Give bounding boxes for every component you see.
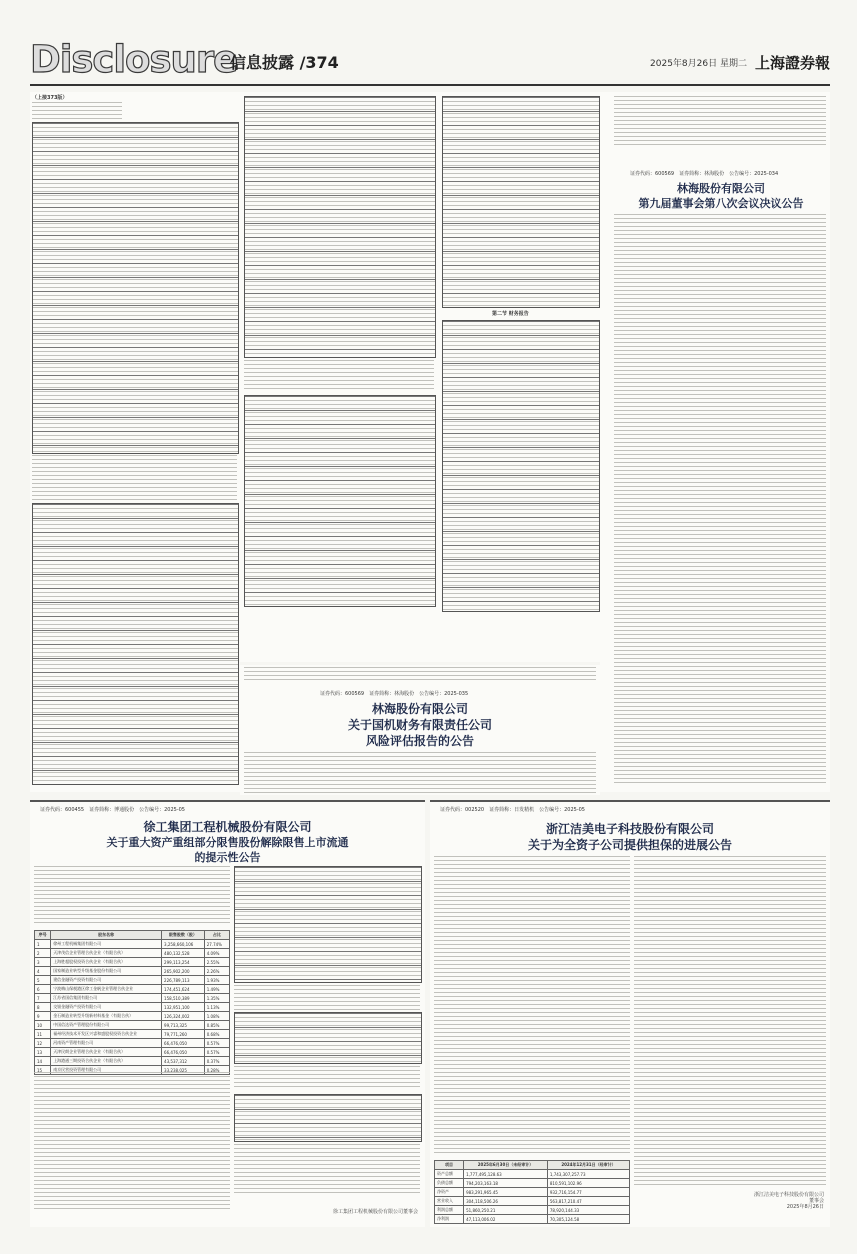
table-cell: 794,203,163.18 [464, 1179, 548, 1188]
table-cell: 3 [35, 958, 51, 967]
far-right-text-b [614, 214, 826, 784]
mid-table-1 [244, 96, 436, 358]
bl-title-line-2: 的提示性公告 [194, 851, 261, 864]
table-cell: 0.57% [204, 1039, 229, 1048]
table-header-cell: 占比 [204, 931, 229, 940]
table-cell: 3,258,660,106 [162, 940, 205, 949]
table-row [35, 958, 230, 967]
table-cell: 33,238,025 [162, 1066, 205, 1075]
table-header-cell: 股东名称 [51, 931, 162, 940]
table-cell: 建信金融资产投资有限公司 [51, 976, 162, 985]
table-cell: 徐州工程机械集团有限公司 [51, 940, 162, 949]
header-right [650, 52, 830, 73]
table-cell: 净资产 [435, 1188, 464, 1197]
table-cell: 净利润 [435, 1215, 464, 1224]
center-title-line-1: 关于国机财务有限责任公司 [347, 718, 492, 732]
table-cell: 天津茂信企业管理合伙企业（有限合伙） [51, 949, 162, 958]
table-cell: 70,305,124.58 [547, 1215, 629, 1224]
table-cell: 5 [35, 976, 51, 985]
table-cell: 1,743,307,257.73 [547, 1170, 629, 1179]
table-cell: 0.37% [204, 1057, 229, 1066]
table-cell: 27.74% [204, 940, 229, 949]
table-row [435, 1170, 630, 1179]
bl-signature: 徐工集团工程机械股份有限公司董事会 [332, 1209, 418, 1215]
table-row [35, 949, 230, 958]
table-cell: 4 [35, 967, 51, 976]
table-cell: 2 [35, 949, 51, 958]
table-header-cell: 2025年6月30日（未经审计） [464, 1161, 548, 1170]
table-row [435, 1179, 630, 1188]
table-cell: 47,113,006.02 [464, 1215, 548, 1224]
table-cell: 0.28% [204, 1066, 229, 1075]
table-cell: 金石制造业转型升级新材料基金（有限合伙） [51, 1012, 162, 1021]
table-cell: 8 [35, 1003, 51, 1012]
table-cell: 79,771,260 [162, 1030, 205, 1039]
far-right-text-a [614, 96, 826, 146]
table-header-cell: 2024年12月31日（经审计） [547, 1161, 629, 1170]
table-cell: 132,951,100 [162, 1003, 205, 1012]
br-title: 关于为全资子公司提供担保的进展公告 [527, 838, 732, 852]
table-cell: 0.68% [204, 1030, 229, 1039]
section-title: 信息披露 /374 [230, 53, 339, 72]
table-cell: 2.26% [204, 967, 229, 976]
table-cell: 14 [35, 1057, 51, 1066]
table-cell: 1.13% [204, 1003, 229, 1012]
table-cell: 99,713,325 [162, 1021, 205, 1030]
right-table-2 [442, 320, 600, 612]
section-label-mid: 第二节 财务报告 [492, 311, 529, 317]
table-cell: 1.49% [204, 985, 229, 994]
center-title-line-2: 风险评估报告的公告 [365, 734, 474, 748]
mid-text-a [244, 360, 434, 390]
table-cell: 226,789,113 [162, 976, 205, 985]
table-cell: 2.55% [204, 958, 229, 967]
table-cell: 126,324,002 [162, 1012, 205, 1021]
table-cell: 1.35% [204, 994, 229, 1003]
table-cell: 265,902,200 [162, 967, 205, 976]
br-body-text-a [434, 856, 630, 1156]
disclosure-logo: Disclosure [30, 38, 238, 81]
bl-right-text-c [234, 1144, 420, 1194]
table-cell: 交银金融资产投资有限公司 [51, 1003, 162, 1012]
left-text-a [32, 102, 122, 120]
table-cell: 304,118,506.26 [464, 1197, 548, 1206]
br-signature: 浙江洁美电子科技股份有限公司 董事会 2025年8月26日 [753, 1192, 824, 1210]
br-financial-table [434, 1160, 630, 1224]
table-cell: 9 [35, 1012, 51, 1021]
table-cell: 国家制造业转型升级基金股份有限公司 [51, 967, 162, 976]
table-cell: 福州经济技术开发区兴睿和盛股权投资合伙企业 [51, 1030, 162, 1039]
table-cell: 江苏省国信集团有限公司 [51, 994, 162, 1003]
bl-right-table-3 [234, 1094, 422, 1142]
br-company-name: 浙江洁美电子科技股份有限公司 [545, 822, 714, 836]
br-code-line: 证券代码：002520 证券简称：日发精机 公告编号：2025-05 [440, 807, 585, 813]
right-company-name: 林海股份有限公司 [677, 182, 765, 195]
mid-table-2 [244, 395, 436, 607]
center-body-text [244, 752, 596, 794]
table-row [35, 985, 230, 994]
table-cell: 12 [35, 1039, 51, 1048]
table-cell: 66,476,050 [162, 1039, 205, 1048]
bl-right-text-b [234, 1066, 420, 1090]
table-cell: 158,510,389 [162, 994, 205, 1003]
table-cell: 810,591,102.96 [547, 1179, 629, 1188]
table-cell: 15 [35, 1066, 51, 1075]
bl-body-text-b [34, 1072, 230, 1212]
issue-date: 2025年8月26日 星期二 [650, 59, 747, 69]
bl-code-line: 证券代码：600455 证券简称：博通股份 公告编号：2025-05 [40, 807, 185, 813]
table-cell: 6 [35, 985, 51, 994]
table-cell: 1,777,495,128.63 [464, 1170, 548, 1179]
table-cell: 营业收入 [435, 1197, 464, 1206]
table-row [35, 976, 230, 985]
table-cell: 78,920,144.33 [547, 1206, 629, 1215]
bl-right-text-a [234, 985, 420, 1010]
left-table-1 [32, 122, 239, 454]
table-cell: 资产总额 [435, 1170, 464, 1179]
table-cell: 480,132,528 [162, 949, 205, 958]
table-row [435, 1206, 630, 1215]
table-cell: 上海胜超股权投资合伙企业（有限合伙） [51, 958, 162, 967]
table-row [35, 1039, 230, 1048]
table-cell: 563,817,210.47 [547, 1197, 629, 1206]
table-cell: 负债总额 [435, 1179, 464, 1188]
table-cell: 1.08% [204, 1012, 229, 1021]
table-header-cell: 限售股数（股） [162, 931, 205, 940]
table-cell: 利润总额 [435, 1206, 464, 1215]
table-header-row [435, 1161, 630, 1170]
right-table-1 [442, 96, 600, 308]
table-cell: 11 [35, 1030, 51, 1039]
table-cell: 4.09% [204, 949, 229, 958]
table-row [35, 1012, 230, 1021]
table-cell: 天津民朗企业管理合伙企业（有限合伙） [51, 1048, 162, 1057]
table-header-cell: 项目 [435, 1161, 464, 1170]
table-row [35, 1030, 230, 1039]
left-text-b [32, 455, 237, 500]
bl-company-name: 徐工集团工程机械股份有限公司 [143, 820, 312, 834]
table-cell: 河南资产管理有限公司 [51, 1039, 162, 1048]
table-cell: 中国信达资产管理股份有限公司 [51, 1021, 162, 1030]
table-header-row [35, 931, 230, 940]
center-intro-text [244, 667, 596, 681]
continued-heading: （上接373版） [32, 95, 68, 101]
newspaper-brand: 上海證券報 [754, 54, 830, 72]
table-row [35, 1057, 230, 1066]
table-cell: 7 [35, 994, 51, 1003]
bl-right-table-2 [234, 1012, 422, 1064]
table-row [35, 1003, 230, 1012]
br-body-text-b [634, 856, 826, 1186]
table-cell: 51,860,250.21 [464, 1206, 548, 1215]
table-cell: 13 [35, 1048, 51, 1057]
right-title: 第九届董事会第八次会议决议公告 [638, 197, 804, 210]
table-row [435, 1215, 630, 1224]
table-row [35, 1021, 230, 1030]
table-cell: 983,291,965.45 [464, 1188, 548, 1197]
table-cell: 0.57% [204, 1048, 229, 1057]
left-table-2 [32, 503, 239, 785]
table-cell: 1 [35, 940, 51, 949]
table-cell: 43,537,312 [162, 1057, 205, 1066]
table-row [35, 1048, 230, 1057]
right-code-line: 证券代码：600569 证券简称：林海股份 公告编号：2025-034 [630, 171, 779, 177]
center-company-name: 林海股份有限公司 [371, 702, 468, 716]
bl-holders-table [34, 930, 230, 1075]
table-row [35, 994, 230, 1003]
table-row [35, 967, 230, 976]
table-row [435, 1197, 630, 1206]
table-cell: 上海港通三期投资合伙企业（有限合伙） [51, 1057, 162, 1066]
page-header [30, 38, 830, 86]
bl-right-table [234, 866, 422, 983]
table-cell: 299,113,254 [162, 958, 205, 967]
table-cell: 932,716,154.77 [547, 1188, 629, 1197]
table-cell: 1.93% [204, 976, 229, 985]
bl-title-line-1: 关于重大资产重组部分限售股份解除限售上市流通 [106, 836, 349, 849]
table-cell: 南京民营投资管理有限公司 [51, 1066, 162, 1075]
table-cell: 66,476,050 [162, 1048, 205, 1057]
bl-body-text-a [34, 866, 230, 926]
table-cell: 10 [35, 1021, 51, 1030]
table-header-cell: 序号 [35, 931, 51, 940]
table-row [435, 1188, 630, 1197]
table-cell: 174,451,624 [162, 985, 205, 994]
table-row [35, 940, 230, 949]
center-code-line: 证券代码：600569 证券简称：林海股份 公告编号：2025-035 [320, 691, 469, 697]
table-cell: 宁波梅山保税港区徐工金帆企业管理合伙企业 [51, 985, 162, 994]
table-cell: 0.85% [204, 1021, 229, 1030]
